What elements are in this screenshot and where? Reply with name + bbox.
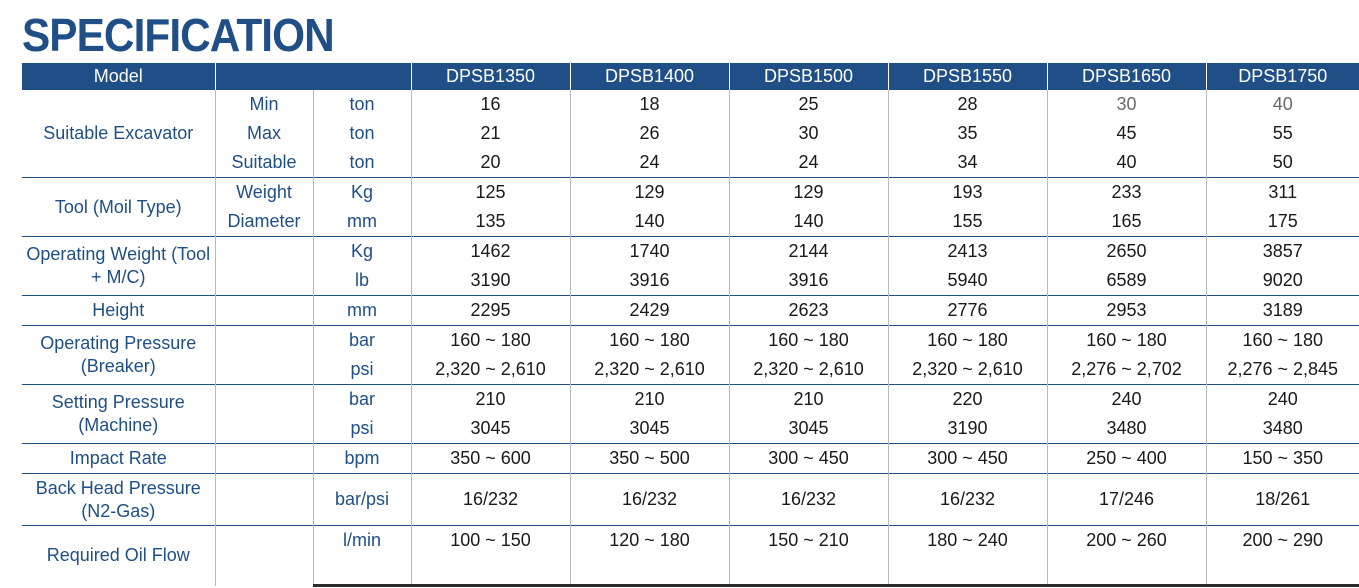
row-unit: Kg	[313, 178, 411, 208]
table-cell: 2,320 ~ 2,610	[729, 355, 888, 385]
table-cell-empty	[1206, 555, 1359, 586]
table-cell: 3857	[1206, 237, 1359, 267]
table-cell: 120 ~ 180	[570, 526, 729, 556]
model-header: Model	[22, 63, 215, 90]
table-cell: 30	[1047, 90, 1206, 119]
table-cell: 160 ~ 180	[729, 326, 888, 356]
row-sub-label	[215, 296, 313, 326]
table-cell: 45	[1047, 119, 1206, 148]
table-cell: 3045	[411, 414, 570, 444]
table-cell: 3480	[1206, 414, 1359, 444]
row-sub-label: Diameter	[215, 207, 313, 237]
row-sub-label	[215, 385, 313, 444]
table-cell: 180 ~ 240	[888, 526, 1047, 556]
model-name: DPSB1500	[729, 63, 888, 90]
table-cell: 140	[729, 207, 888, 237]
table-cell: 34	[888, 148, 1047, 178]
blank-header	[215, 63, 411, 90]
row-group-label: Setting Pressure (Machine)	[22, 385, 215, 444]
model-name: DPSB1400	[570, 63, 729, 90]
table-row	[22, 526, 1359, 556]
table-cell: 16/232	[411, 474, 570, 526]
table-cell: 18/261	[1206, 474, 1359, 526]
table-row	[22, 474, 1359, 526]
model-name: DPSB1350	[411, 63, 570, 90]
table-cell: 240	[1047, 385, 1206, 415]
table-cell: 5940	[888, 266, 1047, 296]
table-cell: 3189	[1206, 296, 1359, 326]
table-cell: 24	[570, 148, 729, 178]
table-cell: 40	[1047, 148, 1206, 178]
row-unit: mm	[313, 296, 411, 326]
table-cell: 20	[411, 148, 570, 178]
table-cell: 35	[888, 119, 1047, 148]
table-cell: 25	[729, 90, 888, 119]
row-unit: Kg	[313, 237, 411, 267]
table-cell: 26	[570, 119, 729, 148]
table-cell: 200 ~ 260	[1047, 526, 1206, 556]
table-row	[22, 148, 1359, 178]
row-group-label: Back Head Pressure (N2-Gas)	[22, 474, 215, 526]
model-name: DPSB1550	[888, 63, 1047, 90]
row-sub-label: Max	[215, 119, 313, 148]
row-sub-label	[215, 526, 313, 586]
row-sub-label: Suitable	[215, 148, 313, 178]
table-row	[22, 237, 1359, 267]
table-cell: 160 ~ 180	[1206, 326, 1359, 356]
row-sub-label: Weight	[215, 178, 313, 208]
row-sub-label	[215, 237, 313, 296]
row-unit: mm	[313, 207, 411, 237]
row-unit: l/min	[313, 526, 411, 556]
table-cell-empty	[411, 555, 570, 586]
table-cell: 6589	[1047, 266, 1206, 296]
table-row	[22, 326, 1359, 356]
table-cell: 210	[411, 385, 570, 415]
model-name: DPSB1650	[1047, 63, 1206, 90]
table-cell: 150 ~ 210	[729, 526, 888, 556]
table-cell: 2,320 ~ 2,610	[888, 355, 1047, 385]
row-group-label: Suitable Excavator	[43, 123, 194, 143]
table-row	[22, 178, 1359, 208]
row-group-label: Required Oil Flow	[22, 526, 215, 586]
row-unit: psi	[313, 414, 411, 444]
table-cell: 2,320 ~ 2,610	[411, 355, 570, 385]
table-cell: 240	[1206, 385, 1359, 415]
table-cell: 28	[888, 90, 1047, 119]
table-cell: 193	[888, 178, 1047, 208]
table-cell: 3916	[729, 266, 888, 296]
row-sub-label	[215, 444, 313, 474]
table-cell: 2,276 ~ 2,702	[1047, 355, 1206, 385]
table-cell: 220	[888, 385, 1047, 415]
table-cell: 2144	[729, 237, 888, 267]
table-cell: 40	[1206, 90, 1359, 119]
row-unit: psi	[313, 355, 411, 385]
table-cell: 160 ~ 180	[570, 326, 729, 356]
row-unit: ton	[313, 119, 411, 148]
row-unit: bar	[313, 385, 411, 415]
table-cell-empty	[888, 555, 1047, 586]
table-cell: 9020	[1206, 266, 1359, 296]
table-cell-empty	[570, 555, 729, 586]
row-unit: bar/psi	[313, 474, 411, 526]
table-row	[22, 296, 1359, 326]
specification-table	[22, 63, 1359, 587]
table-cell: 2,276 ~ 2,845	[1206, 355, 1359, 385]
table-cell: 1740	[570, 237, 729, 267]
row-group-label: Operating Pressure (Breaker)	[22, 326, 215, 385]
table-cell: 3480	[1047, 414, 1206, 444]
table-cell: 30	[729, 119, 888, 148]
table-cell: 16/232	[570, 474, 729, 526]
table-cell: 3916	[570, 266, 729, 296]
row-unit: ton	[313, 90, 411, 119]
table-cell: 165	[1047, 207, 1206, 237]
table-cell: 2623	[729, 296, 888, 326]
table-cell: 2776	[888, 296, 1047, 326]
table-cell: 2413	[888, 237, 1047, 267]
table-cell: 125	[411, 178, 570, 208]
table-cell: 350 ~ 600	[411, 444, 570, 474]
table-cell-empty	[729, 555, 888, 586]
table-cell: 150 ~ 350	[1206, 444, 1359, 474]
table-cell: 2953	[1047, 296, 1206, 326]
table-cell: 100 ~ 150	[411, 526, 570, 556]
row-group-label: Impact Rate	[22, 444, 215, 474]
row-unit: bpm	[313, 444, 411, 474]
table-cell: 24	[729, 148, 888, 178]
table-cell: 350 ~ 500	[570, 444, 729, 474]
table-cell: 16/232	[888, 474, 1047, 526]
row-group-label: Operating Weight (Tool + M/C)	[22, 237, 215, 296]
table-cell: 16	[411, 90, 570, 119]
page-title: SPECIFICATION	[22, 9, 334, 61]
table-row	[22, 207, 1359, 237]
row-unit: lb	[313, 266, 411, 296]
table-cell: 2650	[1047, 237, 1206, 267]
table-cell: 250 ~ 400	[1047, 444, 1206, 474]
table-cell: 2295	[411, 296, 570, 326]
table-cell: 3045	[729, 414, 888, 444]
table-cell: 129	[729, 178, 888, 208]
table-row	[22, 385, 1359, 415]
row-sub-label	[215, 326, 313, 385]
table-cell: 160 ~ 180	[411, 326, 570, 356]
table-cell: 3190	[411, 266, 570, 296]
table-row	[22, 444, 1359, 474]
table-cell: 21	[411, 119, 570, 148]
table-cell: 50	[1206, 148, 1359, 178]
row-sub-label: Min	[215, 90, 313, 119]
table-cell: 3045	[570, 414, 729, 444]
table-cell-empty	[1047, 555, 1206, 586]
table-cell: 140	[570, 207, 729, 237]
table-cell: 175	[1206, 207, 1359, 237]
table-row	[22, 119, 1359, 148]
table-cell: 300 ~ 450	[888, 444, 1047, 474]
table-cell: 3190	[888, 414, 1047, 444]
table-cell: 233	[1047, 178, 1206, 208]
table-cell-empty	[313, 555, 411, 586]
table-cell: 200 ~ 290	[1206, 526, 1359, 556]
table-cell: 16/232	[729, 474, 888, 526]
row-unit: ton	[313, 148, 411, 178]
table-cell: 129	[570, 178, 729, 208]
table-cell: 2,320 ~ 2,610	[570, 355, 729, 385]
table-cell: 135	[411, 207, 570, 237]
model-name: DPSB1750	[1206, 63, 1359, 90]
table-cell: 155	[888, 207, 1047, 237]
table-cell: 300 ~ 450	[729, 444, 888, 474]
table-cell: 160 ~ 180	[1047, 326, 1206, 356]
table-cell: 55	[1206, 119, 1359, 148]
table-cell: 210	[570, 385, 729, 415]
table-cell: 210	[729, 385, 888, 415]
table-row	[22, 90, 1359, 119]
table-cell: 17/246	[1047, 474, 1206, 526]
row-group-label: Height	[22, 296, 215, 326]
row-sub-label	[215, 474, 313, 526]
table-cell: 2429	[570, 296, 729, 326]
header-row	[22, 63, 1359, 90]
table-cell: 311	[1206, 178, 1359, 208]
table-cell: 1462	[411, 237, 570, 267]
table-cell: 18	[570, 90, 729, 119]
row-unit: bar	[313, 326, 411, 356]
row-group-label: Tool (Moil Type)	[22, 178, 215, 237]
table-cell: 160 ~ 180	[888, 326, 1047, 356]
